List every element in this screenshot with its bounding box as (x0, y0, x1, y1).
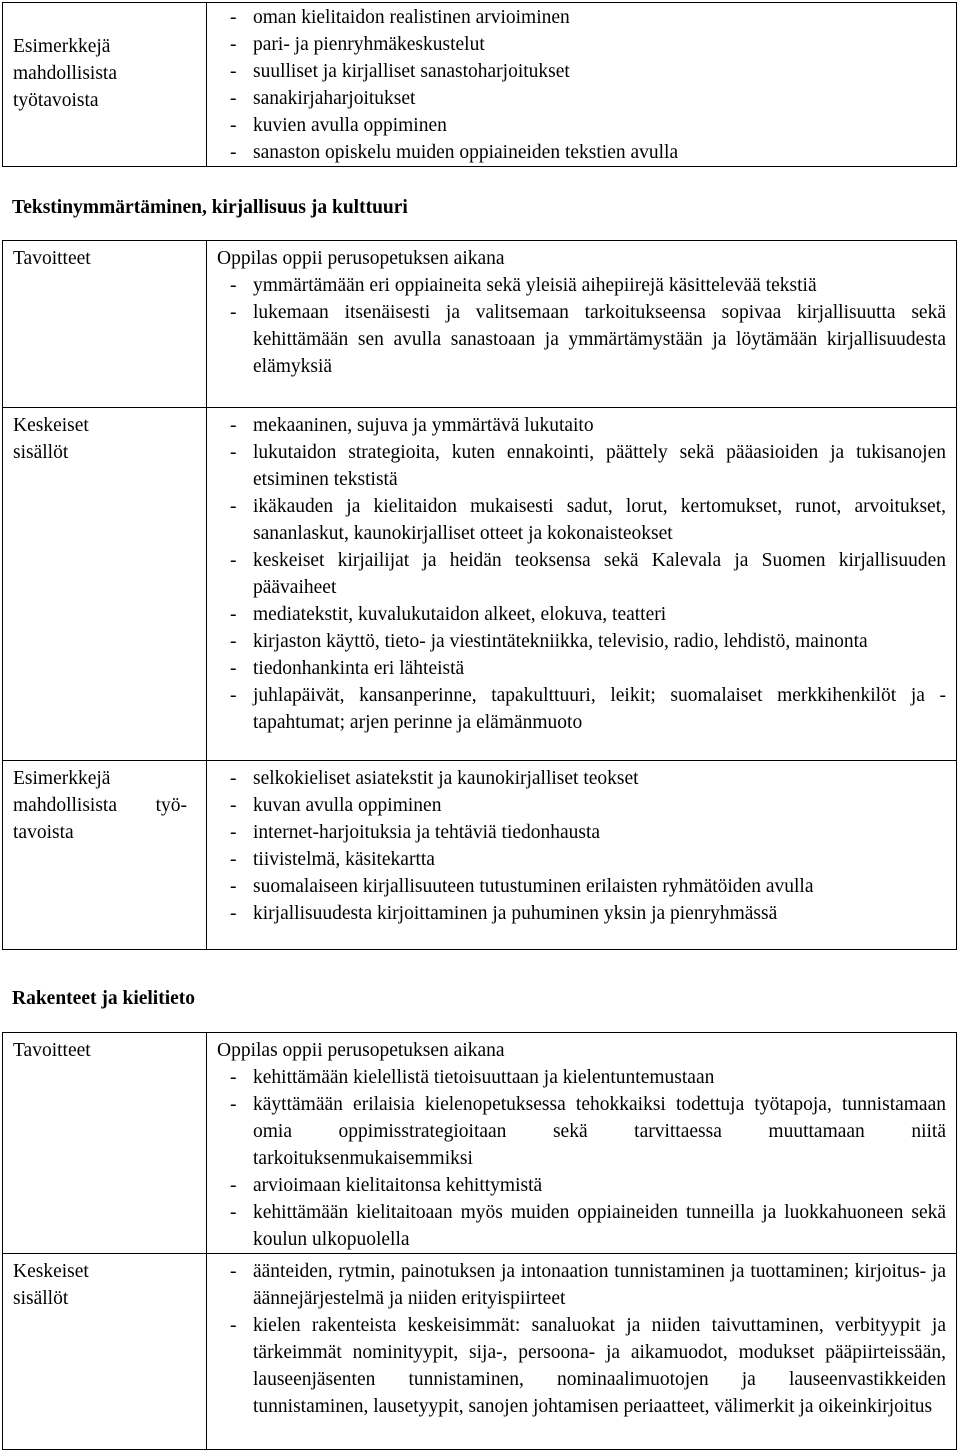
section-heading-text-understanding: Tekstinymmärtäminen, kirjallisuus ja kulttuuri (12, 197, 408, 218)
goals-list (217, 1064, 946, 1253)
examples-content-cell (207, 3, 957, 167)
list-item: - internet-harjoituksia ja tehtäviä tiedonhausta (217, 819, 946, 846)
list-item: - kuvan avulla oppiminen (217, 792, 946, 819)
examples-label-line: tavoista (13, 822, 74, 843)
examples-label (3, 761, 195, 846)
section-heading-structures: Rakenteet ja kielitieto (12, 988, 196, 1009)
examples-label-cell (3, 3, 207, 167)
list-item: - kielen rakenteista keskeisimmät: sanaluokat ja niiden taivuttaminen, verbityypit ja tärkeimmät nominityypit, sija-, persoona- ja aikamuodot, modukset pääpiirteissään, lauseenjäsenten tunnistaminen, nominaalimuotojen ja lauseenvastikkeiden tunnistaminen, lausetyypit, sanojen johtamisen periaatteet, välimerkit ja oikeinkirjoitus (217, 1312, 946, 1420)
list-item: - kehittämään kielellistä tietoisuuttaan ja kielentuntemustaan (217, 1064, 946, 1091)
text-understanding-table (2, 240, 957, 950)
goals-intro: Oppilas oppii perusopetuksen aikana (217, 1040, 505, 1061)
list-item: - käyttämään erilaisia kielenopetuksessa tehokkaiksi todettuja työtapoja, tunnistamaan omia oppimisstrategioitaan sekä tarvittaessa muuttamaan niitä tarkoituksenmukaisemmiksi (217, 1091, 946, 1172)
goals-label: Tavoitteet (13, 1040, 91, 1061)
list-item: - oman kielitaidon realistinen arvioiminen (217, 4, 946, 31)
content-list (217, 1258, 946, 1420)
list-item: - kirjaston käyttö, tieto- ja viestintätekniikka, televisio, radio, lehdistö, mainonta (217, 628, 946, 655)
list-item: - kehittämään kielitaitoaan myös muiden oppiaineiden tunneilla ja luokkahuoneen sekä koulun ulkopuolella (217, 1199, 946, 1253)
examples-label: Esimerkkejä mahdollisista työtavoista (13, 36, 117, 111)
structures-table (2, 1032, 957, 1450)
examples-label-cell (3, 761, 207, 950)
content-content-cell (207, 1254, 957, 1450)
list-item: - suomalaiseen kirjallisuuteen tutustuminen erilaisten ryhmätöiden avulla (217, 873, 946, 900)
examples-list (217, 4, 946, 166)
goals-label-cell (3, 1033, 207, 1254)
examples-list (217, 765, 946, 927)
list-item: - ikäkauden ja kielitaidon mukaisesti sadut, lorut, kertomukset, runot, arvoitukset, sananlaskut, kaunokirjalliset otteet ja kokonaisteokset (217, 493, 946, 547)
list-item: - äänteiden, rytmin, painotuksen ja intonaation tunnistaminen ja tuottaminen; kirjoitus- ja äännejärjestelmä ja niiden erityispiirteet (217, 1258, 946, 1312)
content-content-cell (207, 408, 957, 761)
goals-label: Tavoitteet (13, 248, 91, 269)
list-item: - lukutaidon strategioita, kuten ennakointi, päättely sekä pääasioiden ja tukisanojen etsiminen tekstistä (217, 439, 946, 493)
goals-content-cell (207, 1033, 957, 1254)
list-item: - lukemaan itsenäisesti ja valitsemaan tarkoitukseensa sopivaa kirjallisuutta sekä kehittämään sen avulla sanastoaan ja ymmärtämystään ja löytämään kirjallisuudesta elämyksiä (217, 299, 946, 380)
examples-label-line: mahdollisista työ- (13, 795, 187, 816)
content-label: Keskeiset sisällöt (13, 1261, 89, 1309)
content-label-cell (3, 408, 207, 761)
content-list (217, 412, 946, 736)
content-label-cell (3, 1254, 207, 1450)
list-item: - sanaston opiskelu muiden oppiaineiden tekstien avulla (217, 139, 946, 166)
content-label: Keskeiset sisällöt (13, 415, 89, 463)
list-item: - kuvien avulla oppiminen (217, 112, 946, 139)
list-item: - ymmärtämään eri oppiaineita sekä yleisiä aihepiirejä käsittelevää tekstiä (217, 272, 946, 299)
list-item: - tiivistelmä, käsitekartta (217, 846, 946, 873)
list-item: - suulliset ja kirjalliset sanastoharjoitukset (217, 58, 946, 85)
list-item: - mekaaninen, sujuva ja ymmärtävä lukutaito (217, 412, 946, 439)
list-item: - selkokieliset asiatekstit ja kaunokirjalliset teokset (217, 765, 946, 792)
list-item: - juhlapäivät, kansanperinne, tapakulttuuri, leikit; suomalaiset merkkihenkilöt ja -tapahtumat; arjen perinne ja elämänmuoto (217, 682, 946, 736)
list-item: - tiedonhankinta eri lähteistä (217, 655, 946, 682)
list-item: - keskeiset kirjailijat ja heidän teoksensa sekä Kalevala ja Suomen kirjallisuuden päävaiheet (217, 547, 946, 601)
goals-list (217, 272, 946, 380)
examples-table (2, 2, 957, 167)
goals-label-cell (3, 241, 207, 408)
list-item: - mediatekstit, kuvalukutaidon alkeet, elokuva, teatteri (217, 601, 946, 628)
list-item: - kirjallisuudesta kirjoittaminen ja puhuminen yksin ja pienryhmässä (217, 900, 946, 927)
examples-label-line: Esimerkkejä (13, 768, 111, 789)
goals-intro: Oppilas oppii perusopetuksen aikana (217, 248, 505, 269)
list-item: - pari- ja pienryhmäkeskustelut (217, 31, 946, 58)
list-item: - sanakirjaharjoitukset (217, 85, 946, 112)
list-item: - arvioimaan kielitaitonsa kehittymistä (217, 1172, 946, 1199)
goals-content-cell (207, 241, 957, 408)
examples-content-cell (207, 761, 957, 950)
